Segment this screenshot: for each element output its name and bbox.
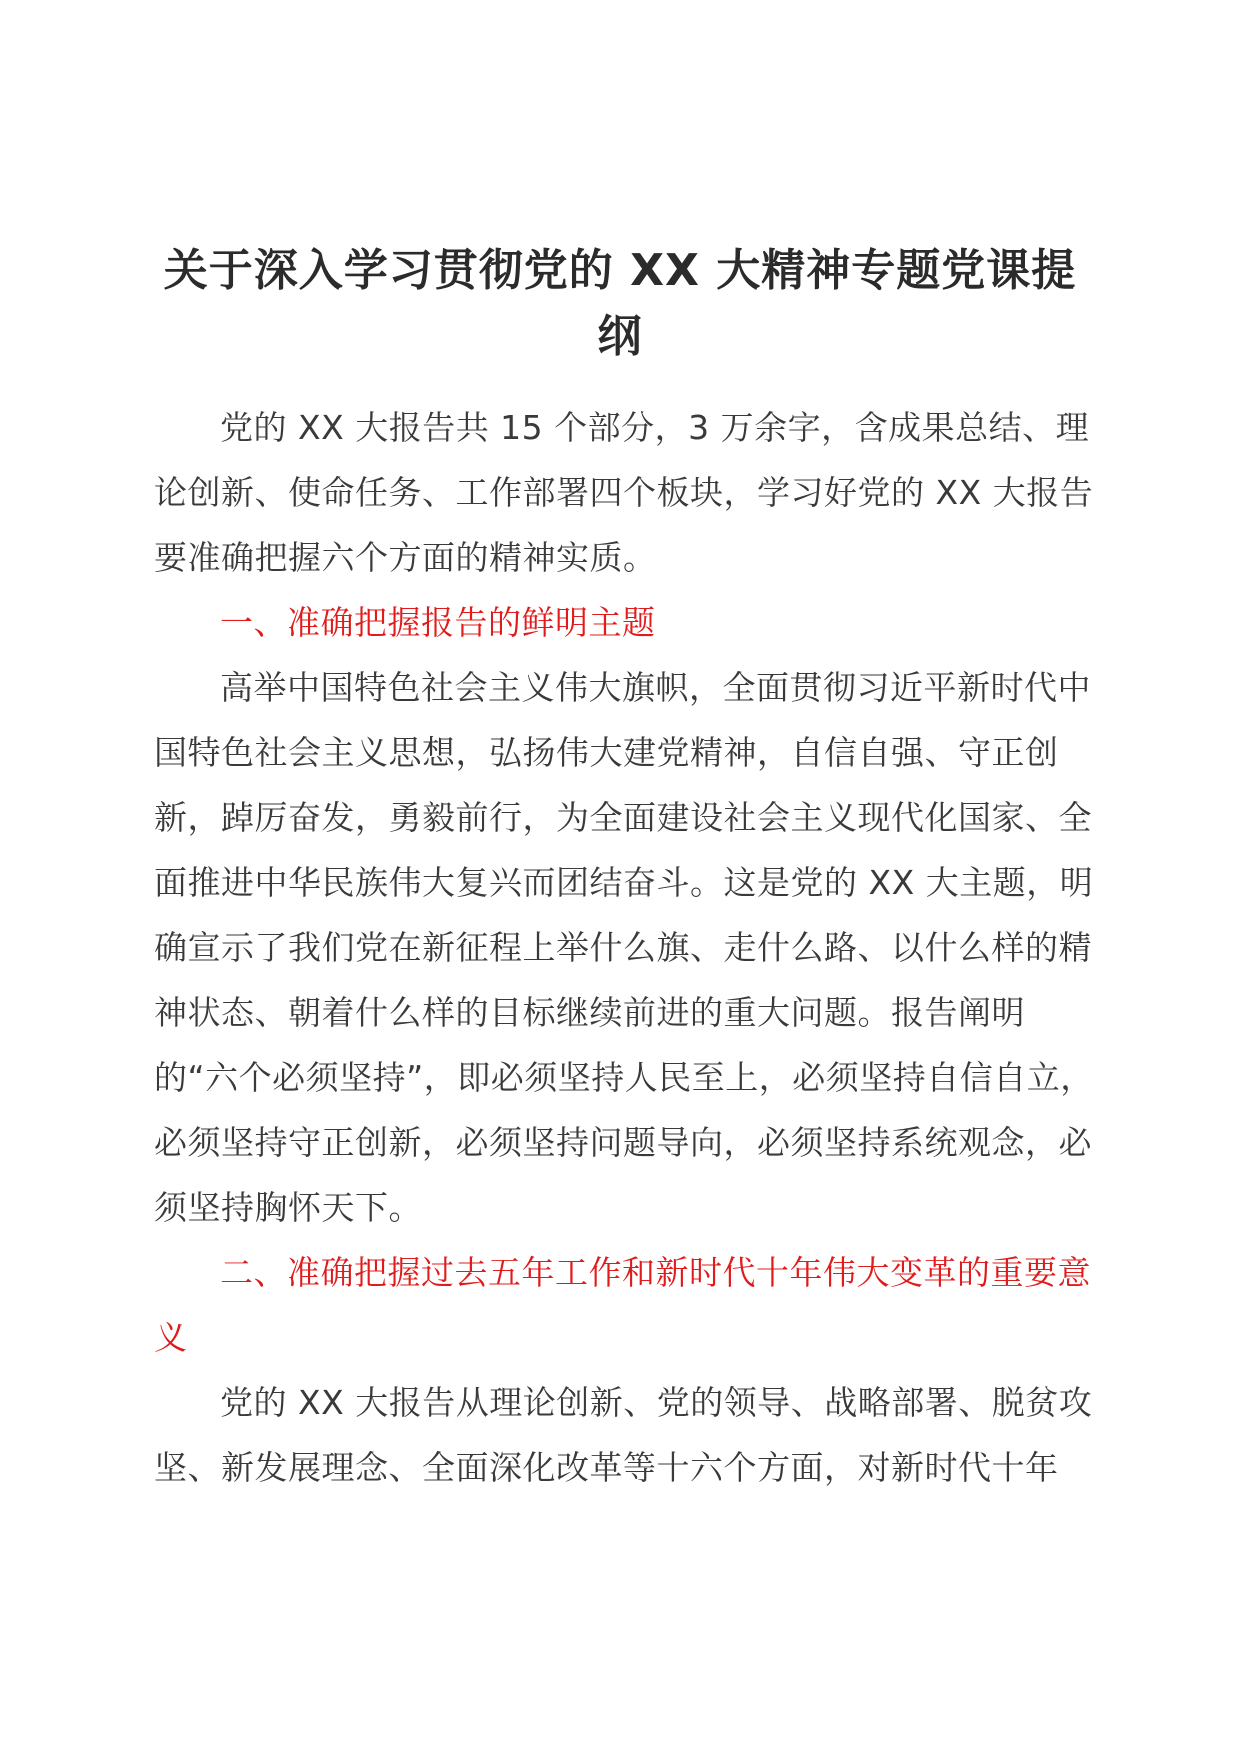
section-paragraph-2: 党的 XX 大报告从理论创新、党的领导、战略部署、脱贫攻坚、新发展理念、全面深化改革等十六个方面，对新时代十年 — [154, 1383, 1093, 1487]
section-heading-2: 二、准确把握过去五年工作和新时代十年伟大变革的重要意义 — [154, 1253, 1091, 1357]
section-paragraph-1: 高举中国特色社会主义伟大旗帜，全面贯彻习近平新时代中国特色社会主义思想，弘扬伟大建党精神，自信自强、守正创新，踔厉奋发，勇毅前行，为全面建设社会主义现代化国家、全面推进中华民族伟大复兴而团结奋斗。这是党的 XX 大主题，明确宣示了我们党在新征程上举什么旗、走什么路、以什么样的精神状态、朝着什么样的目标继续前进的重大问题。报告阐明的“六个必须坚持”，即必须坚持人民至上，必须坚持自信自立，必须坚持守正创新，必须坚持问题导向，必须坚持系统观念，必须坚持胸怀天下。 — [154, 668, 1094, 1227]
document-title: 关于深入学习贯彻党的 XX 大精神专题党课提纲 — [163, 245, 1077, 362]
section-heading-1: 一、准确把握报告的鲜明主题 — [220, 603, 656, 642]
intro-paragraph: 党的 XX 大报告共 15 个部分，3 万余字，含成果总结、理论创新、使命任务、工作部署四个板块，学习好党的 XX 大报告要准确把握六个方面的精神实质。 — [154, 408, 1094, 577]
document-body — [154, 395, 1094, 1500]
